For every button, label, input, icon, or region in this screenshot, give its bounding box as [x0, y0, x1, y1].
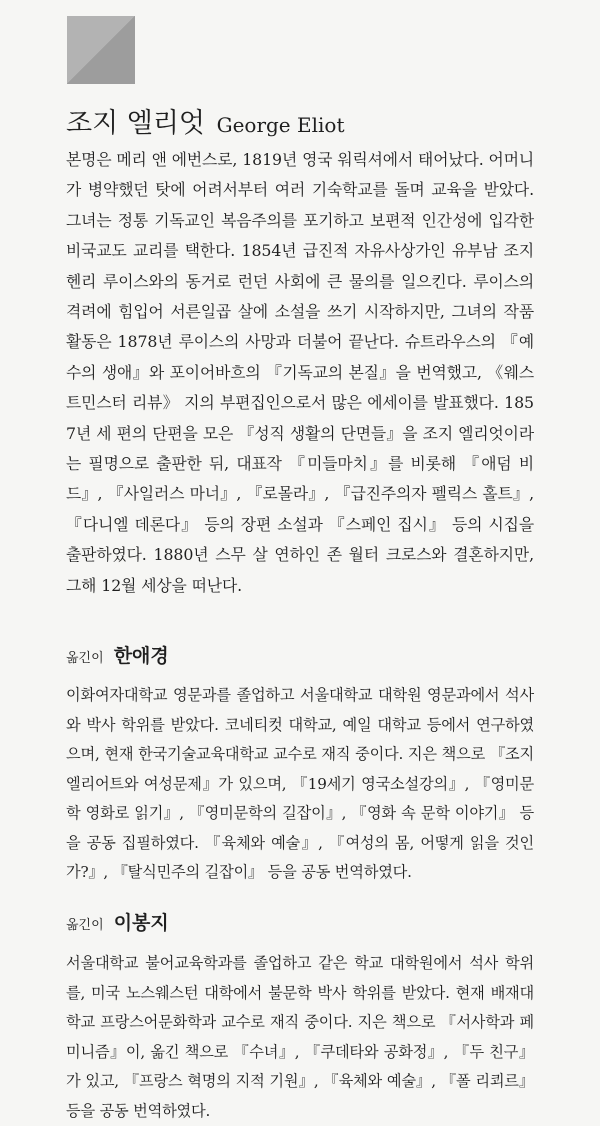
- author-name: [66, 106, 566, 143]
- translator-heading: [66, 644, 169, 671]
- author-name-korean: 조지 엘리엇: [66, 108, 205, 139]
- translator-name: 이봉지: [113, 912, 169, 934]
- author-name-english: George Eliot: [216, 113, 345, 137]
- author-portrait-placeholder: [67, 16, 135, 84]
- translator-role: 옮긴이: [66, 918, 104, 933]
- translator-name: 한애경: [113, 645, 169, 667]
- author-biography: 본명은 메리 앤 에번스로, 1819년 영국 워릭셔에서 태어났다. 어머니가 병약했던 탓에 어려서부터 여러 기숙학교를 돌며 교육을 받았다. 그녀는 정통 기독교인 복음주의를 포기하고 보편적 인간성에 입각한 비국교도 교리를 택한다. 1854년 급진적 자유사상가인 유부남 조지 헨리 루이스와의 동거로 런던 사회에 큰 물의를 일으킨다. 루이스의 격려에 힘입어 서른일곱 살에 소설을 쓰기 시작하지만, 그녀의 작품 활동은 1878년 루이스의 사망과 더불어 끝난다. 슈트라우스의 『예수의 생애』와 포이어바흐의 『기독교의 본질』을 번역했고, 《웨스트민스터 리뷰》 지의 부편집인으로서 많은 에세이를 발표했다. 1857년 세 편의 단편을 모은 『성직 생활의 단면들』을 조지 엘리엇이라는 필명으로 출판한 뒤, 대표작 『미들마치』를 비롯해 『애덤 비드』, 『사일러스 마너』, 『로몰라』, 『급진주의자 펠릭스 홀트』, 『다니엘 데론다』 등의 장편 소설과 『스페인 집시』 등의 시집을 출판하였다. 1880년 스무 살 연하인 존 월터 크로스와 결혼하지만, 그해 12월 세상을 떠난다.: [66, 150, 535, 595]
- translator-biography: 이화여자대학교 영문과를 졸업하고 서울대학교 대학원 영문과에서 석사와 박사 학위를 받았다. 코네티컷 대학교, 예일 대학교 등에서 연구하였으며, 현재 한국기술교육대학교 교수로 재직 중이다. 지은 책으로 『조지 엘리어트와 여성문제』가 있으며, 『19세기 영국소설강의』, 『영미문학 영화로 읽기』, 『영미문학의 길잡이』, 『영화 속 문학 이야기』 등을 공동 집필하였다. 『육체와 예술』, 『여성의 몸, 어떻게 읽을 것인가?』, 『탈식민주의 길잡이』 등을 공동 번역하였다.: [66, 686, 534, 881]
- translator-heading: [66, 911, 169, 938]
- translator-role: 옮긴이: [66, 651, 104, 666]
- translator-biography: 서울대학교 불어교육학과를 졸업하고 같은 학교 대학원에서 석사 학위를, 미국 노스웨스턴 대학에서 불문학 박사 학위를 받았다. 현재 배재대학교 프랑스어문화학과 교수로 재직 중이다. 지은 책으로 『서사학과 페미니즘』이, 옮긴 책으로 『수녀』, 『쿠데타와 공화정』, 『두 친구』가 있고, 『프랑스 혁명의 지적 기원』, 『육체와 예술』, 『폴 리쾨르』 등을 공동 번역하였다.: [66, 954, 534, 1120]
